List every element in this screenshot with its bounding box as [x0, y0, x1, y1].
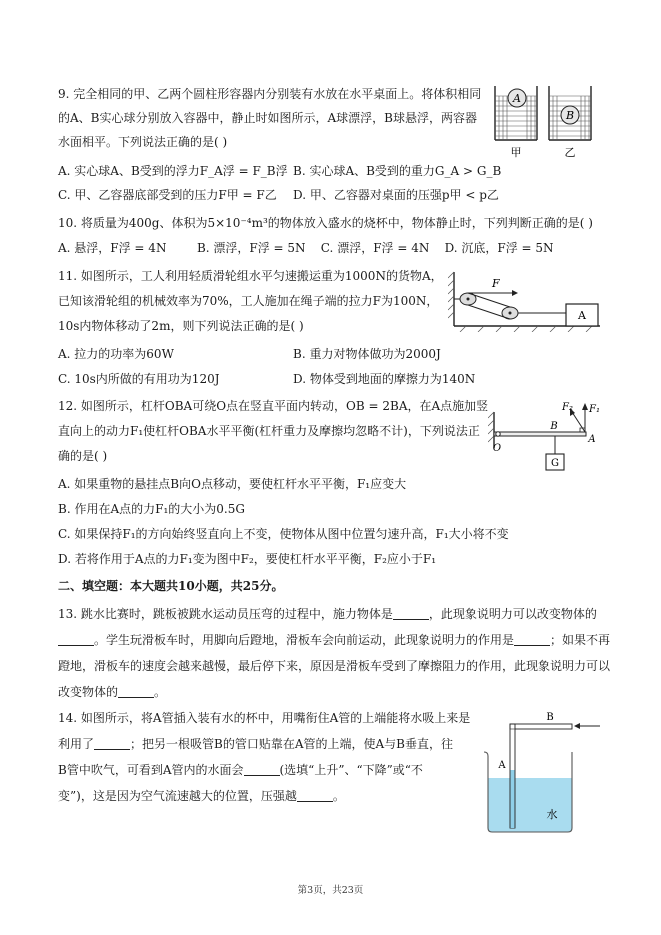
q13-line-2 — [58, 632, 610, 648]
q13-text-4a: 改变物体的 — [58, 685, 119, 699]
q13-text-1b: ，此现象说明力可以改变物体的 — [428, 607, 597, 621]
q11-option-b: B. 重力对物体做功为2000J — [293, 347, 441, 361]
box-a-label: A — [578, 309, 586, 322]
q9-stem-line-3: 水面相平。下列说法正确的是( ) — [58, 135, 228, 149]
q11-option-a: A. 拉力的功率为60W — [58, 347, 174, 361]
q13-line-1 — [58, 606, 597, 622]
q12-option-a: A. 如果重物的悬挂点B向O点移动，要使杠杆水平平衡，F₁应变大 — [58, 477, 407, 491]
container-jia-label: 甲 — [510, 146, 522, 159]
q13-line-3: 蹬地，滑板车的速度会越来越慢，最后停下来，原因是滑板车受到了摩擦阻力的作用，此现象说明力可以 — [58, 659, 611, 673]
q9-stem-line-1: 9. 完全相同的甲、乙两个圆柱形容器内分别装有水放在水平桌面上。将体积相同 — [58, 87, 482, 101]
q11-stem-line-2: 已知该滑轮组的机械效率为70%，工人施加在绳子端的拉力F为100N， — [58, 294, 439, 308]
q14-blank-2[interactable] — [244, 763, 280, 776]
tube-a-label: A — [498, 760, 506, 771]
q14-line-2 — [58, 736, 453, 752]
q13-text-2a: 。学生玩滑板车时，用脚向后蹬地，滑板车会向前运动，此现象说明力的作用是 — [94, 633, 515, 647]
q11-option-d: D. 物体受到地面的摩擦力为140N — [293, 372, 476, 386]
tube-a-water — [511, 770, 515, 828]
q14-blank-1[interactable] — [94, 737, 130, 750]
q9-option-c: C. 甲、乙容器底部受到的压力F甲 = F乙 — [58, 188, 277, 202]
section-count: 10 — [178, 579, 195, 593]
q14-text-2a: 利用了 — [58, 737, 95, 751]
water-label: 水 — [546, 808, 558, 821]
q13-text-1a: 13. 跳水比赛时，跳板被跳水运动员压弯的过程中，施力物体是 — [58, 607, 393, 621]
force-f1-label: F₁ — [589, 404, 600, 415]
q12-option-d: D. 若将作用于A点的力F₁变为图中F₂，要使杠杆水平平衡，F₂应小于F₁ — [58, 552, 437, 566]
q9-option-a: A. 实心球A、B受到的浮力F_A浮 = F_B浮 — [58, 164, 288, 178]
q14-beaker-figure — [472, 706, 607, 840]
q14-line-1: 14. 如图所示，将A管插入装有水的杯中，用嘴衔住A管的上端能将水吸上来是 — [58, 711, 471, 725]
lever-bar — [494, 432, 586, 436]
section-heading-post: 分。 — [259, 579, 284, 593]
q13-text-4b: 。 — [154, 685, 167, 699]
q13-text-2b: ；如果不再 — [550, 633, 611, 647]
q13-blank-1[interactable] — [393, 607, 429, 620]
ball-a-label: A — [513, 92, 521, 105]
point-a-label: A — [588, 434, 596, 445]
q12-option-b: B. 作用在A点的力F₁的大小为0.5G — [58, 502, 245, 516]
q9-option-b: B. 实心球A、B受到的重力G_A > G_B — [293, 164, 502, 178]
q14-blank-3[interactable] — [297, 789, 333, 802]
container-yi-label: 乙 — [564, 146, 576, 159]
q14-text-4b: 。 — [332, 789, 345, 803]
q13-blank-4[interactable] — [118, 685, 154, 698]
q12-option-c: C. 如果保持F₁的方向始终竖直向上不变，使物体从图中位置匀速升高，F₁大小将不变 — [58, 527, 509, 541]
section-points: 25 — [242, 579, 260, 593]
q11-stem-line-1: 11. 如图所示，工人利用轻质滑轮组水平匀速搬运重为1000N的货物A， — [58, 269, 443, 283]
q13-line-4 — [58, 684, 166, 700]
page-footer: 第3页，共23页 — [297, 885, 364, 896]
force-f2-label: F₂ — [562, 402, 573, 413]
q12-stem-line-3: 确的是( ) — [58, 449, 108, 463]
weight-g-label: G — [551, 458, 559, 469]
point-b-label: B — [550, 421, 558, 432]
q14-text-3a: B管中吹气，可看到A管内的水面会 — [58, 763, 244, 777]
tube-b — [510, 724, 572, 729]
q11-pulley-figure — [448, 270, 603, 332]
q14-text-4a: 变”)，这是因为空气流速越大的位置，压强越 — [58, 789, 297, 803]
q12-stem-line-2: 直向上的动力F₁使杠杆OBA水平平衡(杠杆重力及摩擦均忽略不计)，下列说法正 — [58, 424, 480, 438]
q12-stem-line-1: 12. 如图所示，杠杆OBA可绕O点在竖直平面内转动，OB = 2BA，在A点施加竖 — [58, 399, 489, 413]
q12-lever-figure — [488, 398, 608, 478]
q9-option-d: D. 甲、乙容器对桌面的压强p甲 < p乙 — [293, 188, 499, 202]
q11-option-c: C. 10s内所做的有用功为120J — [58, 372, 220, 386]
q10-stem: 10. 将质量为400g、体积为5×10⁻⁴m³的物体放入盛水的烧杯中，物体静止时，下列判断正确的是( ) — [58, 216, 593, 230]
section-heading — [58, 578, 283, 594]
section-heading-mid: 小题，共 — [194, 579, 243, 593]
pivot-o — [496, 432, 500, 436]
q10-options: A. 悬浮，F浮 = 4N B. 漂浮，F浮 = 5N C. 漂浮，F浮 = 4N D. 沉底，F浮 = 5N — [58, 241, 554, 255]
ball-b-label: B — [565, 109, 575, 122]
q13-blank-2[interactable] — [58, 633, 94, 646]
q14-text-3b: (选填“上升”、“下降”或“不 — [279, 763, 423, 777]
q14-text-2b: ；把另一根吸管B的管口贴靠在A管的上端，使A与B垂直，往 — [130, 737, 453, 751]
pivot-o-label: O — [492, 443, 502, 454]
q11-stem-line-3: 10s内物体移动了2m，则下列说法正确的是( ) — [58, 319, 304, 333]
q9-containers-figure — [492, 82, 602, 160]
water-body — [488, 778, 572, 832]
q14-line-4 — [58, 788, 345, 804]
section-heading-pre: 二、填空题：本大题共 — [58, 579, 179, 593]
q13-blank-3[interactable] — [514, 633, 550, 646]
q9-stem-line-2: 的A、B实心球分别放入容器中，静止时如图所示，A球漂浮，B球悬浮，两容器 — [58, 111, 477, 125]
force-f-label: F — [492, 277, 500, 290]
q14-line-3 — [58, 762, 423, 778]
tube-b-label: B — [546, 712, 554, 723]
